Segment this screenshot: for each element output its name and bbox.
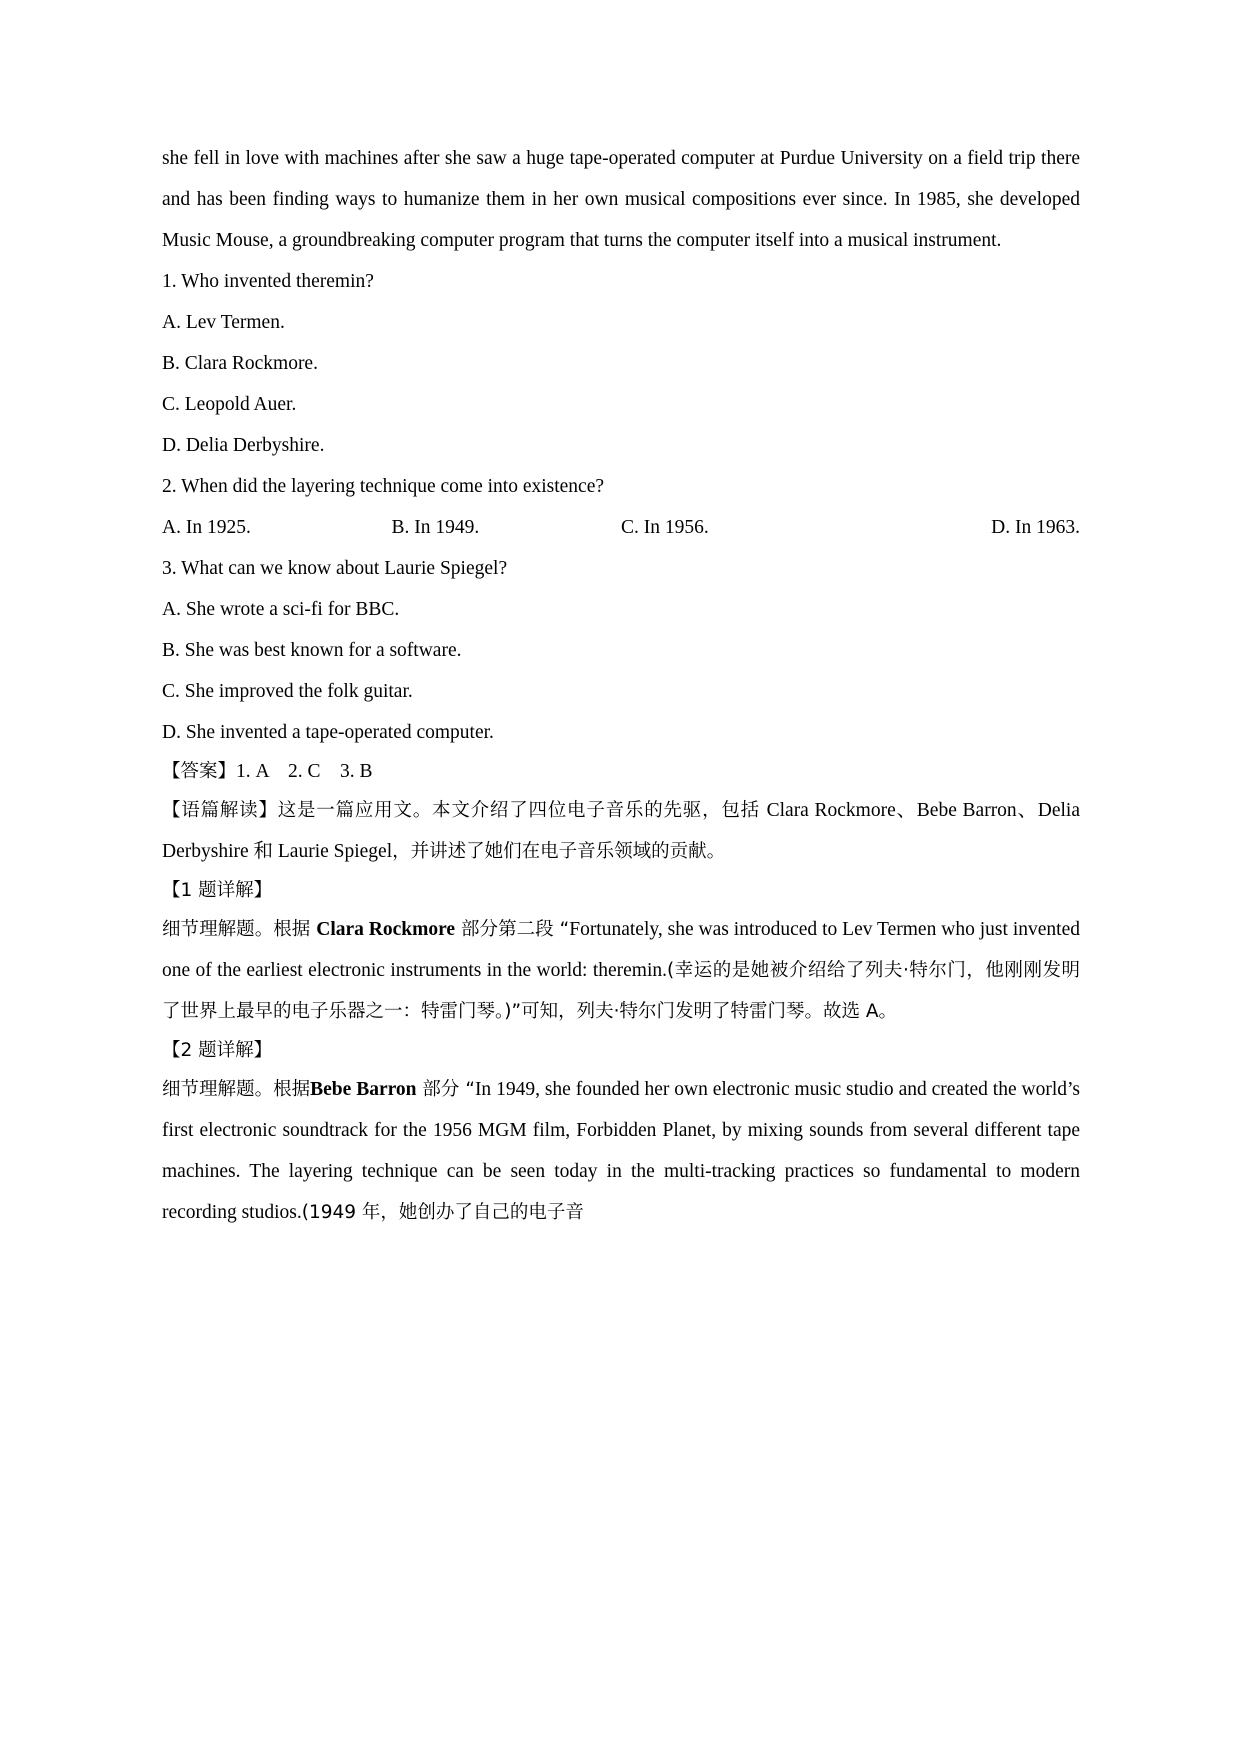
question-2-option-c[interactable]: C. In 1956. [621,517,709,538]
explanation-1-after-ref: 部分第二段 “ [455,919,570,940]
passage-continuation-paragraph: she fell in love with machines after she saw a huge tape-operated computer at Purdue University on a field trip there and has been finding ways to humanize them in her own musical compositions ever since. In 1985, she developed Music Mouse, a groundbreaking computer program that turns the computer itself into a musical instrument. [162,148,1080,251]
passage-analysis-names: Clara Rockmore、Bebe Barron、Delia Derbyshire 和 Laurie Spiegel [162,800,1080,862]
explanation-1-body [162,909,1080,1032]
explanation-1-heading [162,872,1080,909]
question-1-stem: 1. Who invented theremin? [162,271,374,292]
question-3-option-a[interactable]: A. She wrote a sci-fi for BBC. [162,599,400,620]
question-2-stem: 2. When did the layering technique come into existence? [162,476,605,497]
explanation-2-after-ref: 部分 “ [416,1079,475,1100]
passage-analysis-text-2: ，并讲述了她们在电子音乐领域的贡献。 [392,841,726,862]
question-1-option-b[interactable]: B. Clara Rockmore. [162,353,318,374]
passage-analysis-paragraph [162,790,1080,872]
explanation-1-conclusion: 可知，列夫·特尔门发明了特雷门琴。故选 A。 [521,1001,897,1022]
question-3-stem: 3. What can we know about Laurie Spiegel? [162,558,508,579]
explanation-1-bold-ref: Clara Rockmore [316,919,456,940]
explanation-2-bold-ref: Bebe Barron [310,1079,417,1100]
explanation-1-translation: (幸运的是她被介绍给了列夫·特尔门，他刚刚发明了世界上最早的电子乐器之一：特雷门琴。)” [162,960,1080,1022]
question-2-option-d[interactable]: D. In 1963. [991,517,1080,538]
question-3-option-b[interactable]: B. She was best known for a software. [162,640,462,661]
question-1-option-c[interactable]: C. Leopold Auer. [162,394,297,415]
explanation-2-translation: (1949 年，她创办了自己的电子音 [301,1202,584,1223]
answer-key-values: 1. A 2. C 3. B [236,761,373,782]
explanation-2-heading [162,1032,1080,1069]
explanation-1-heading-text: 【1 题详解】 [162,880,273,901]
passage-analysis-label: 【语篇解读】 [162,800,278,821]
passage-analysis-text-1: 这是一篇应用文。本文介绍了四位电子音乐的先驱，包括 [277,800,767,821]
question-3-option-c[interactable]: C. She improved the folk guitar. [162,681,413,702]
question-1-option-a[interactable]: A. Lev Termen. [162,312,285,333]
question-1-option-d[interactable]: D. Delia Derbyshire. [162,435,325,456]
answer-key-line [162,753,1080,790]
question-2-option-b[interactable]: B. In 1949. [391,517,480,538]
answer-key-label: 【答案】 [162,761,237,782]
explanation-2-quote: In 1949, she founded her own electronic music studio and created the world’s first electronic soundtrack for the 1956 MGM film, Forbidden Planet, by mixing sounds from several different tape machines. The layering technique can be seen today in the multi-tracking practices so fundamental to modern recording studios. [162,1079,1080,1223]
question-2-option-a[interactable]: A. In 1925. [162,517,251,538]
explanation-1-lead: 细节理解题。根据 [162,919,317,940]
explanation-2-heading-text: 【2 题详解】 [162,1040,273,1061]
explanation-2-body [162,1069,1080,1233]
question-2-options-row [162,507,1080,548]
explanation-2-lead: 细节理解题。根据 [162,1079,311,1100]
explanation-1-quote: Fortunately, she was introduced to Lev Termen who just invented one of the earliest electronic instruments in the world: theremin. [162,919,1080,981]
question-3-option-d[interactable]: D. She invented a tape-operated computer. [162,722,494,743]
